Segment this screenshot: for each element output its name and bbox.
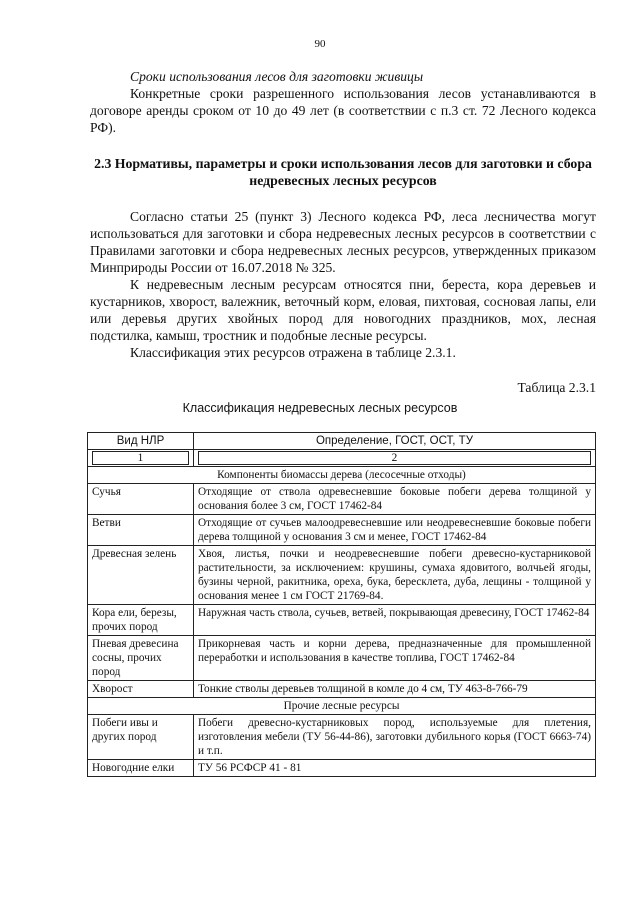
table-title: Классификация недревесных лесных ресурсов	[182, 401, 458, 415]
section-paragraph-2: К недревесным лесным ресурсам относятся пни, береста, кора деревьев и кустарников, хворост, валежник, веточный корм, еловая, пихтовая, сосновая лапы, ели или деревья других хвойных пород для новогодних праздников, мох, лесная подстилка, камыш, тростник и подобные лесные ресурсы.	[90, 277, 596, 343]
table-row	[88, 636, 596, 681]
table-row	[88, 546, 596, 605]
intro-paragraph: Конкретные сроки разрешенного использования лесов устанавливаются в договоре аренды сроком от 10 до 49 лет (в соответствии с п.3 ст. 72 Лесного кодекса РФ).	[90, 86, 596, 135]
table-row	[88, 515, 596, 546]
page-number: 90	[314, 38, 326, 50]
row-definition: Отходящие от сучьев малоодревесневшие или неодревесневшие боковые побеги дерева толщиной у основания 3 см и менее, ГОСТ 17462-84	[194, 515, 596, 546]
section-heading: 2.3 Нормативы, параметры и сроки использования лесов для заготовки и сбора недревесных лесных ресурсов	[94, 156, 592, 188]
section-paragraph-1: Согласно статьи 25 (пункт 3) Лесного кодекса РФ, леса лесничества могут использоваться для заготовки и сбора недревесных лесных ресурсов в соответствии с Правилами заготовки и сбора недревесных лесных ресурсов, утвержденных приказом Минприроды России от 16.07.2018 № 325.	[90, 209, 596, 275]
table-row	[88, 715, 596, 760]
row-type: Хворост	[88, 681, 194, 698]
table-row	[88, 760, 596, 777]
row-definition: Наружная часть ствола, сучьев, ветвей, покрывающая древесину, ГОСТ 17462-84	[194, 605, 596, 636]
group-row	[88, 467, 596, 484]
row-type: Кора ели, березы, прочих пород	[88, 605, 194, 636]
row-type: Новогодние елки	[88, 760, 194, 777]
group-label-other: Прочие лесные ресурсы	[88, 698, 596, 715]
header-type: Вид НЛР	[88, 433, 194, 450]
table-row	[88, 681, 596, 698]
intro-italic-heading: Сроки использования лесов для заготовки живицы	[130, 69, 424, 84]
row-definition: ТУ 56 РСФСР 41 - 81	[194, 760, 596, 777]
row-type: Пневая древесина сосны, прочих пород	[88, 636, 194, 681]
table-row	[88, 605, 596, 636]
column-number-1: 1	[92, 451, 189, 465]
row-type: Сучья	[88, 484, 194, 515]
row-type: Ветви	[88, 515, 194, 546]
table-row	[88, 484, 596, 515]
row-type: Древесная зелень	[88, 546, 194, 605]
row-definition: Тонкие стволы деревьев толщиной в комле до 4 см, ТУ 463-8-766-79	[194, 681, 596, 698]
header-definition: Определение, ГОСТ, ОСТ, ТУ	[194, 433, 596, 450]
column-number-2: 2	[198, 451, 591, 465]
row-definition: Отходящие от ствола одревесневшие боковые побеги дерева толщиной у основания более 3 см, ГОСТ 17462-84	[194, 484, 596, 515]
row-definition: Хвоя, листья, почки и неодревесневшие побеги древесно-кустарниковой растительности, за исключением: крушины, сумаха ядовитого, волчьей ягоды, бузины черной, ракитника, ореха, бука, бересклета, дуба, лещины - толщиной у основания менее 1 см ГОСТ 21769-84.	[194, 546, 596, 605]
group-label-biomass: Компоненты биомассы дерева (лесосечные отходы)	[88, 467, 596, 484]
column-number-row	[88, 450, 596, 467]
table-header-row	[88, 433, 596, 450]
section-paragraph-3: Классификация этих ресурсов отражена в таблице 2.3.1.	[130, 345, 456, 360]
row-definition: Побеги древесно-кустарниковых пород, используемые для плетения, изготовления мебели (ТУ 56-44-86), заготовки дубильного корья (ГОСТ 6663-74) и т.п.	[194, 715, 596, 760]
nlr-classification-table	[87, 432, 596, 777]
group-row	[88, 698, 596, 715]
row-type: Побеги ивы и других пород	[88, 715, 194, 760]
table-label: Таблица 2.3.1	[517, 380, 596, 395]
row-definition: Прикорневая часть и корни дерева, предназначенные для промышленной переработки и использования в качестве топлива, ГОСТ 17462-84	[194, 636, 596, 681]
